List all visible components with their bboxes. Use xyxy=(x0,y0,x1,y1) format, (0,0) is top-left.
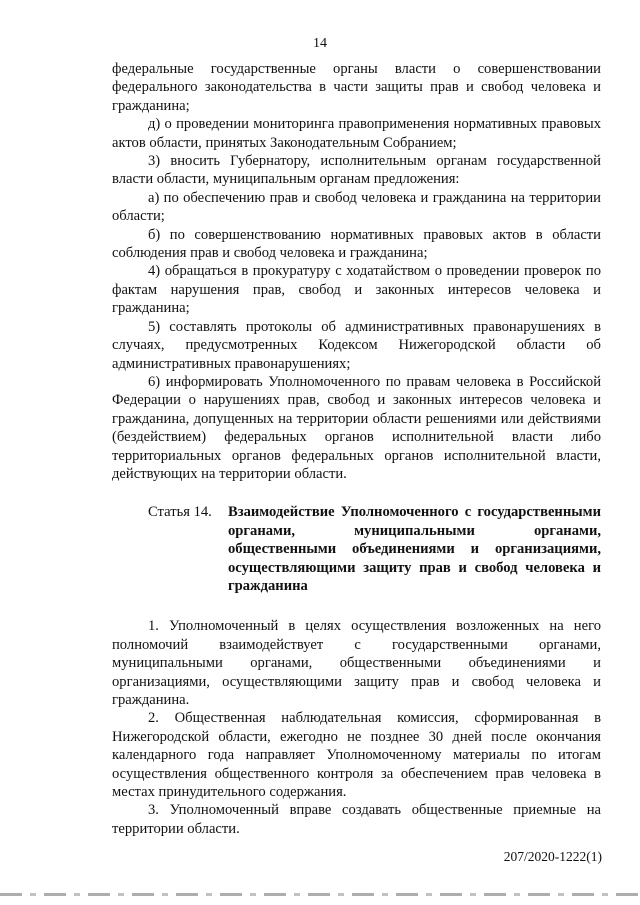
paragraph-item-3b: б) по совершенствованию нормативных правовых актов в области соблюдения прав и свобод человека и гражданина; xyxy=(112,226,601,262)
paragraph-item-5: 5) составлять протоколы об административных правонарушениях в случаях, предусмотренных Кодексом Нижегородской области об административных правонарушениях; xyxy=(112,318,601,372)
article-paragraph-2: 2. Общественная наблюдательная комиссия, сформированная в Нижегородской области, ежегодно не позднее 30 дней после окончания календарного года направляет Уполномоченному материалы по итогам осуществления общественного контроля за обеспечением прав человека в местах принудительного содержания. xyxy=(112,710,601,801)
document-body xyxy=(112,60,601,838)
paragraph-item-3: 3) вносить Губернатору, исполнительным органам государственной власти области, муниципальным органам предложения: xyxy=(112,153,601,188)
page-number: 14 xyxy=(313,36,327,51)
paragraph-item-4: 4) обращаться в прокуратуру с ходатайством о проведении проверок по фактам нарушения прав, свобод и законных интересов человека и гражданина; xyxy=(112,263,601,317)
paragraph-item-6: 6) информировать Уполномоченного по правам человека в Российской Федерации о нарушениях прав, свобод и законных интересов человека и гражданина, допущенных на территории области решениями или действиями (бездействием) федеральных органов исполнительной власти либо территориальных органов федеральных органов исполнительной власти, действующих на территории области. xyxy=(112,373,601,482)
article-number: Статья 14. xyxy=(148,504,212,521)
paragraph-item-d: д) о проведении мониторинга правоприменения нормативных правовых актов области, принятых Законодательным Собранием; xyxy=(112,116,601,151)
article-heading xyxy=(112,503,601,595)
article-paragraph-3: 3. Уполномоченный вправе создавать общественные приемные на территории области. xyxy=(112,802,601,837)
document-code: 207/2020-1222(1) xyxy=(503,849,602,864)
paragraph-item-3a: а) по обеспечению прав и свобод человека и гражданина на территории области; xyxy=(112,189,601,225)
article-title: Взаимодействие Уполномоченного с государственными органами, муниципальными органами, общественными объединениями и организациями, осуществляющими защиту прав и свобод человека и гражданина xyxy=(228,504,601,594)
scan-artifact-line xyxy=(0,893,640,896)
article-paragraph-1: 1. Уполномоченный в целях осуществления возложенных на него полномочий взаимодействует с государственными органами, муниципальными органами, общественными объединениями и организациями, осуществляющими защиту прав и свобод человека и гражданина. xyxy=(112,618,601,708)
paragraph-continuation: федеральные государственные органы власти о совершенствовании федерального законодательства в части защиты прав и свобод человека и гражданина; xyxy=(112,61,601,114)
